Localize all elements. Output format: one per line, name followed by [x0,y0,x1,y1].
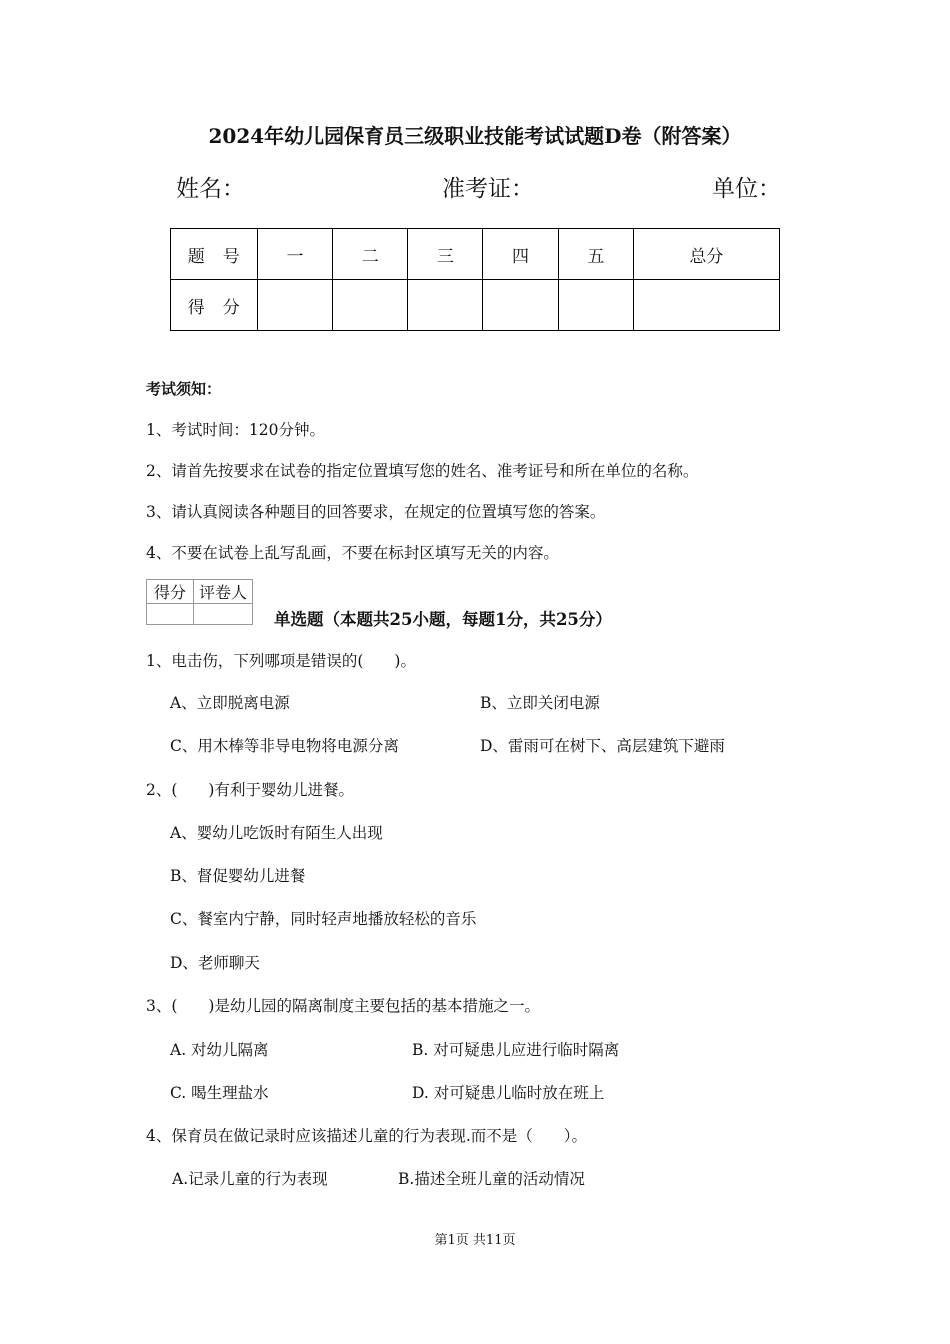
question-option: B、立即关闭电源 [480,694,600,712]
question-stem: 4、保育员在做记录时应该描述儿童的行为表现.而不是（ ）。 [146,1127,588,1145]
notice-heading: 考试须知： [146,380,222,398]
question-option: A、婴幼儿吃饭时有陌生人出现 [170,824,383,842]
score-header-cell: 二 [333,229,408,280]
question-option: A.记录儿童的行为表现 [172,1170,328,1188]
question-option: D、老师聊天 [170,954,260,972]
question-option: C、用木棒等非导电物将电源分离 [170,737,399,755]
grader-box [146,579,253,625]
score-cell[interactable] [633,280,779,331]
section-title: 单选题（本题共25小题，每题1分，共25分） [274,610,612,629]
notice-item: 3、请认真阅读各种题目的回答要求，在规定的位置填写您的答案。 [146,503,606,521]
score-header-cell: 三 [408,229,483,280]
notice-item: 1、考试时间：120分钟。 [146,421,325,439]
score-cell[interactable] [333,280,408,331]
question-stem: 2、( )有利于婴幼儿进餐。 [146,781,354,799]
question-option: D. 对可疑患儿临时放在班上 [412,1084,605,1102]
grader-score-cell[interactable] [147,604,194,625]
question-option: A. 对幼儿隔离 [170,1041,269,1059]
grader-score-label: 得分 [147,580,194,604]
score-header-cell: 总分 [633,229,779,280]
name-label: 姓名： [176,176,245,202]
notice-item: 2、请首先按要求在试卷的指定位置填写您的姓名、准考证号和所在单位的名称。 [146,462,699,480]
score-cell[interactable] [558,280,633,331]
page-footer: 第1页 共11页 [434,1233,516,1248]
score-cell[interactable] [258,280,333,331]
score-header-cell: 题 号 [171,229,258,280]
score-cell[interactable] [483,280,558,331]
notice-item: 4、不要在试卷上乱写乱画，不要在标封区填写无关的内容。 [146,544,559,562]
score-header-cell: 一 [258,229,333,280]
exam-id-label: 准考证： [442,176,534,202]
score-header-cell: 四 [483,229,558,280]
score-header-cell: 五 [558,229,633,280]
question-option: C. 喝生理盐水 [170,1084,269,1102]
score-row-label: 得 分 [171,280,258,331]
unit-label: 单位： [712,176,781,202]
question-option: C、餐室内宁静，同时轻声地播放轻松的音乐 [170,910,477,928]
score-table-score-row [171,280,780,331]
question-option: B. 对可疑患儿应进行临时隔离 [412,1041,620,1059]
grader-reviewer-label: 评卷人 [194,580,253,604]
question-stem: 3、( )是幼儿园的隔离制度主要包括的基本措施之一。 [146,997,540,1015]
page-title: 2024年幼儿园保育员三级职业技能考试试题D卷（附答案） [208,124,742,148]
score-table [170,228,780,331]
question-option: D、雷雨可在树下、高层建筑下避雨 [480,737,725,755]
question-option: B、督促婴幼儿进餐 [170,867,306,885]
score-cell[interactable] [408,280,483,331]
grader-reviewer-cell[interactable] [194,604,253,625]
question-stem: 1、电击伤，下列哪项是错误的( )。 [146,652,416,670]
question-option: B.描述全班儿童的活动情况 [398,1170,585,1188]
score-table-header-row [171,229,780,280]
question-option: A、立即脱离电源 [170,694,290,712]
